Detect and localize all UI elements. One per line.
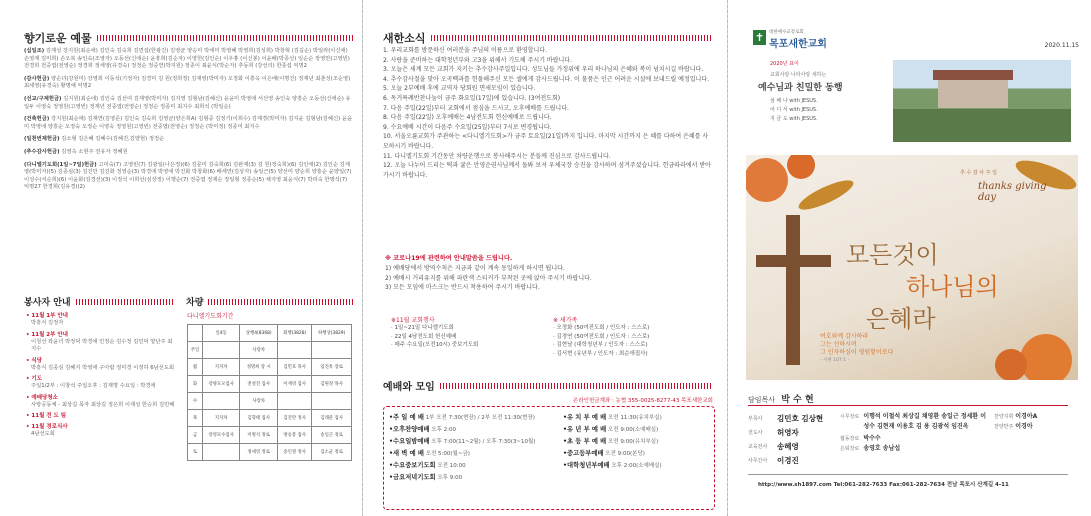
worship-name: •수요중보기도회 [389, 462, 436, 469]
panel-cover [728, 0, 1091, 516]
news-title: 새한소식 [383, 32, 426, 45]
verse-box [820, 333, 960, 365]
church-roof [933, 70, 1013, 80]
motto-lines [770, 97, 878, 124]
events-list [391, 324, 537, 350]
worship-name: •금요저녁기도회 [389, 474, 436, 481]
worship-row [389, 424, 559, 436]
worship-time: 오후 2:00 [431, 427, 457, 433]
footer-info: http://www.sh1897.com Tel:061-282-7633 Fax:061-282-7634 전남 목포시 산계길 4-11 [758, 482, 1009, 488]
verse-ref: - 시편 107:1 - [820, 358, 850, 363]
car-head-cell: 일4동 [203, 325, 240, 342]
church-building [938, 78, 1008, 108]
car-cell [278, 393, 312, 410]
worship-row [563, 424, 713, 436]
car-table-row [188, 376, 352, 393]
offering-names: 강지원(최순애) 김재연(김영준) 김인숙 김숙희 김영균(양은희A) 김형중 김정기(이희수) 김재경(박미자) 김지윤 김형남(김혜신) 윤윤미 박영애 양흥순 오정숙 오정순 이영숙 정영원(고영빈) 전중엽(전영순) 정정순 (박미정) 정종미 최지수 [24, 116, 353, 130]
conductor-label: 찬양지휘 [994, 414, 1014, 420]
news-item: 5. 오늘 2부예배 후에 교역자 당회원 면세모임이 있습니다. [383, 85, 536, 93]
covid-item: 2) 예배시 거리유지를 위해 파란색 스티커가 부착된 곳에 앉아 주시기 바랍니다. [385, 274, 592, 282]
staff-row [748, 454, 848, 468]
offering-label: (건축헌금) [24, 116, 50, 123]
worship-header [383, 378, 713, 393]
worship-name: •수요일밤예배 [389, 438, 430, 445]
car-cell: 사랑차 [240, 342, 278, 359]
bulletin-date: 2020.11.15 [1044, 42, 1079, 49]
news-list [383, 46, 713, 180]
covid-item: 3) 모든 모임에 마스크는 반드시 착용하여 주시기 바랍니다. [385, 284, 540, 292]
thanks-small: 추 수 감 사 주 일 [960, 170, 997, 176]
worship-right [563, 412, 713, 472]
car-cell: 김원정 목사 [312, 376, 352, 393]
car-table-row [188, 427, 352, 444]
car-cell: 이재영 집사 [278, 376, 312, 393]
staff-name: 허영자 [777, 428, 799, 437]
car-head-cell [188, 325, 203, 342]
newcomer-item: · 오정화 (50여전도회 / 인도자 : 스스로) [553, 325, 650, 331]
offering-names: 김지원(최순애) 김인숙 김선여 김재영(박미자) 김지영 김형남(김혜신) 윤윤미 박영애 서선영 송인숙 양흥순 오동선(신애순) 유일두 이영숙 정영원(고영빈) 정재년 전중엽(전영순) 정정순 정종미 최지수 최희석 (박일순) [24, 95, 351, 110]
news-item: 3. 오늘은 세계 모든 교회가 지키는 추수감사주일입니다. 성도님들 가정위에 우리 하나님의 은혜와 복이 넘치시길 바랍니다. [383, 66, 704, 74]
worship-row [563, 448, 713, 460]
offering-label: (추수감사헌금) [24, 148, 60, 155]
offering-label: (감사헌금) [24, 75, 50, 82]
worship-row [563, 460, 713, 472]
offering-entry [24, 96, 354, 111]
offering-label: (선교/구제헌금) [24, 95, 62, 102]
pianist-name: 이경아 [1015, 423, 1033, 430]
car-head-cell: 상행4(8368) [240, 325, 278, 342]
worship-row [389, 460, 559, 472]
worship-time: 오전 9:00(본당) [605, 451, 645, 457]
offerings-header [24, 30, 354, 46]
cross-icon [786, 215, 800, 365]
elders-row [840, 412, 990, 432]
service-list [26, 312, 176, 442]
car-cell: 지지차 [203, 410, 240, 427]
offering-entry [24, 136, 354, 144]
news-item: 6. 독거특례반찬나눔이 금주 화요일(17일)에 있습니다. (3여전도회) [383, 94, 561, 102]
news-item: 8. 다음 주일(22일) 오후예배는 4남전도회 헌신예배로 드립니다. [383, 114, 552, 122]
service-header [24, 295, 174, 308]
service-label: • 11월 전 도 팀 [26, 413, 67, 419]
car-cell: 전성진 집사 [240, 376, 278, 393]
car-table [187, 324, 352, 461]
cross-bar [756, 255, 831, 267]
pianist-label: 찬양반주 [994, 424, 1014, 430]
car-cell: 토 [188, 444, 203, 461]
pastor-rule [748, 405, 1068, 406]
worship-name: •유 치 부 예 배 [563, 414, 607, 421]
church-subtitle: 대한예수교장로회 [769, 30, 804, 35]
header-rule [76, 299, 174, 305]
staff-row [748, 440, 848, 454]
motto-main: 예수님과 친밀한 동행 [758, 83, 843, 93]
header-rule [440, 383, 713, 389]
fold-line [362, 0, 363, 516]
worship-time: 오전 5:00(월~금) [425, 451, 470, 457]
car-cell: 금 [188, 427, 203, 444]
worship-time: 오후 2:00(소예배실) [611, 463, 662, 469]
offerings-list [24, 48, 354, 197]
worship-time: 오전 9:00(소예배실) [607, 427, 659, 433]
car-cell: 송인철 정사 [278, 444, 312, 461]
worship-row [389, 472, 559, 484]
church-logo-icon: ✝ [754, 31, 765, 44]
car-subtitle: 다니엘기도회기간 [187, 313, 234, 320]
elders-names: 이행석 이철석 최상길 채영환 송일근 정세환 이성수 김현재 이용호 김 용 김광석 임진옥 [863, 413, 986, 430]
newcomer-title: ※ 새가족 [553, 317, 578, 324]
main-line1: 모든것이 [846, 241, 939, 269]
event-item: · 매주 수요일(오전10시) 중보기도회 [391, 342, 479, 348]
news-item: 7. 다음 주일(22일)부터 교회에서 점심을 드시고, 오후예배를 드립니다. [383, 104, 569, 112]
offerings-title: 향기로운 예물 [24, 32, 92, 45]
persimmon-icon [995, 349, 1027, 380]
events-title: ※11월 교회행사 [391, 317, 435, 324]
covid-list [385, 264, 715, 293]
retired-names: 박수수 [863, 435, 881, 442]
news-item: 11. 다니엘기도회 기간동안 차량운행으로 봉사해주시는 분들께 진심으로 감사드립니다. [383, 152, 611, 160]
honor-label: 은퇴장로 [840, 446, 860, 452]
staff-role: 사무간사 [748, 458, 768, 464]
car-cell: 강양모모집사 [203, 376, 240, 393]
staff-role: 부목사 [748, 416, 763, 422]
persimmon-icon [1020, 334, 1072, 380]
staff-row [748, 412, 848, 426]
pastor-label: 담임목사 [748, 396, 776, 404]
pastor-line [748, 392, 814, 405]
car-cell: 월 [188, 359, 203, 376]
service-item [26, 375, 176, 391]
car-cell: 김진만 정사 [278, 410, 312, 427]
newcomer-item: · 김현남 (대학청년부 / 인도자 : 스스로) [553, 342, 648, 348]
offering-names: 김재성 강지원(최순애) 김인숙 김숙희 김면섭(한광진) 김영균 양승미 박세미 박영혜 박영희(김성희) 박창혁 (김길순) 박일라(이신애) 손영재 김미희) 손오복 송인숙(조영자) 오동선(신애순) 윤흥희(김순자) 이영헌(김인순) 이우홍 (이신봉) 이윤배(박종선) 임순순 장영만(고영빈) 전경희 전중엽(전영순) 정경희 정세영(유경숙) 정정순 정중연(박지원) 정종이 최윤식(박순자) 추동희 (강선의) 한종섭 익명2 [24, 48, 350, 70]
car-table-row [188, 393, 352, 410]
covid-item: 1) 예배당에서 방역수칙은 지금과 같이 계속 동일하게 하시면 됩니다. [385, 265, 565, 272]
music-block [994, 412, 1079, 432]
motto-line1: 교회사랑 나라사랑 새하는 [770, 72, 827, 78]
service-label: • 예배당청소 [26, 394, 58, 401]
service-text: 박흥식 김종심 김혜지 박영애 구아람 정미경 이정하 6남선도회 [31, 364, 175, 371]
offering-entry [24, 149, 354, 157]
worship-name: •초 등 부 예 배 [563, 438, 607, 445]
car-cell: 송일근 정로 [312, 427, 352, 444]
service-label: • 11월 경로식사 [26, 424, 68, 430]
service-label: • 기도 [26, 376, 43, 382]
church-photo [893, 60, 1071, 142]
service-label: • 식당 [26, 357, 43, 364]
motto-line: 섬 배 나 with JESUS. [770, 98, 818, 104]
car-header [186, 295, 354, 308]
offering-label: (십일조) [24, 48, 45, 54]
panel-offerings [0, 0, 362, 516]
car-cell [203, 393, 240, 410]
car-cell: 주일 [188, 342, 203, 359]
service-text: 주일1/2부 : 이창석 주일오후 : 김재명 수요일 : 박경애 [31, 383, 156, 389]
car-cell [203, 342, 240, 359]
worship-name: •중고등부예배 [563, 450, 604, 457]
honor-names: 송영호 송남섭 [863, 445, 901, 452]
music-conductor [994, 412, 1079, 422]
pastor-name: 박 수 현 [781, 395, 814, 405]
staff-name: 송혜영 [777, 442, 799, 451]
car-table-row [188, 342, 352, 359]
verse-line1: 여호와께 감사하라 [820, 333, 869, 340]
offering-entry [24, 76, 354, 91]
verse-line3: 그 인자하심이 영원함이로다 [820, 349, 894, 356]
leaf-icon [795, 175, 856, 215]
service-item [26, 394, 176, 410]
car-cell: 지지차 [203, 359, 240, 376]
worship-time: 오후 9:00 [437, 475, 463, 481]
staff-name: 김민호 김상현 [777, 414, 824, 423]
service-item [26, 412, 176, 420]
cover-image [746, 155, 1078, 380]
car-title: 차량 [186, 298, 204, 308]
staff-list [748, 412, 848, 468]
panel-news [363, 0, 727, 516]
car-cell: 임진옥 장로 [312, 359, 352, 376]
service-text: 이청선 곽윤녀 박정덕 박경애 민정순 김수정 김민덕 양난주 최지수 [31, 338, 173, 352]
motto-box [758, 60, 878, 124]
service-title: 봉사자 안내 [24, 298, 71, 308]
car-cell: 수 [188, 393, 203, 410]
worship-name: •유 년 부 예 배 [563, 426, 607, 433]
news-item: 1. 우리교회를 방문하신 여러분을 주님의 이름으로 환영합니다. [383, 47, 547, 54]
offering-names: 양순녀(강원미) 강영희 이동석(기정자) 김경미 김 원(정희정) 김재영(박미자) 오정화 이흥옥 이은배(이명진) 정재년 최춘성(조순영) 최세영(유경숙) 황명예 익명2 [24, 75, 351, 90]
staff-role: 교육전사 [748, 444, 768, 450]
worship-name: •대학청년부예배 [563, 462, 610, 469]
persimmon-icon [746, 158, 788, 202]
thanks-big: thanks giving day [978, 181, 1047, 203]
offering-names: 고미숙(7) 고영빈(7) 김광일(나은정)(6) 김문미 김숙희(6) 김완재(3) 김 원(정숙희)(6) 김인애(2) 김인순 김재영(박미자)(5) 김종심(3) 김진만 김진화 정영순(3) 박경애 박영애 박진화 박창화(6) 배세연(김상자) 송일근(5) 양선미 양순희 양흥순 윤양일(7) 이성수(서순희)(6) 이윤화(김경선)(3) 이정석 이희선(심상정) 이행순(7) 전중엽 정재순 장일형 정종순(5) 채지영 최윤식(7) 박리숙 한명석(7) 익명27 한경희(김유경)(2) [24, 161, 352, 191]
car-cell: 강영모수집사 [203, 427, 240, 444]
service-item [26, 357, 176, 373]
church-name: 목포새한교회 [769, 39, 827, 50]
car-cell: 김형태 집사 [240, 410, 278, 427]
newcomer-list [553, 324, 713, 358]
car-head-cell: 하행상(3829) [312, 325, 352, 342]
worship-name: •주 일 예 배 [389, 414, 424, 421]
car-cell [278, 342, 312, 359]
worship-row [563, 436, 713, 448]
car-head-cell: 회행(3828) [278, 325, 312, 342]
main-line2: 하나님의 [906, 273, 999, 301]
worship-time: 1부 오전 7:30(현장) / 2부 오전 11:30(현장) [425, 415, 535, 421]
persimmon-icon [787, 155, 815, 179]
online-account: 온라인헌금계좌 : 농협 355-0025-8277-43 목포새한교회 [573, 398, 713, 404]
verse-line2: 그는 선하시며 [820, 341, 857, 348]
staff-row [748, 426, 848, 440]
car-cell [312, 342, 352, 359]
motto-line: 어 디 서 with JESUS. [770, 107, 818, 113]
worship-row [389, 412, 559, 424]
service-item [26, 331, 176, 354]
car-cell: 사랑차 [240, 393, 278, 410]
news-item: 2. 사랑을 준비하는 대학청년부와 고3을 위해서 기도해 주시기 바랍니다. [383, 56, 572, 64]
honor-row [840, 444, 990, 454]
car-cell: 화 [188, 376, 203, 393]
motto-year: 2020년 표어 [770, 61, 799, 67]
event-box [391, 315, 537, 350]
worship-row [563, 412, 713, 424]
car-cell: 김래분 집사 [312, 410, 352, 427]
main-line3: 은혜라 [866, 305, 936, 333]
newcomer-box [553, 315, 713, 358]
car-cell [203, 444, 240, 461]
offering-names: 김소형 김은혜 김혜수(김혜진,김양현) 정정순 [61, 136, 165, 143]
car-cell: 정세영 정로 [240, 444, 278, 461]
service-item [26, 312, 176, 328]
car-table-row [188, 359, 352, 376]
offering-entry [24, 48, 354, 71]
news-header [383, 30, 713, 46]
worship-row [389, 448, 559, 460]
service-item [26, 423, 176, 439]
offering-names: 김영옥 소현주 전유자 정혜원 [61, 148, 128, 155]
service-text: 4남선도회 [31, 431, 55, 437]
service-text: 사랑공동체 - 최상길 목자 최상길 정은희 이재성 한승희 김민혜 [31, 401, 175, 408]
staff-name: 이경진 [777, 456, 799, 465]
event-item: · 1일~21일 다니엘기도회 [391, 325, 454, 331]
offering-entry [24, 162, 354, 192]
worship-time: 오전 11:30(유치부실) [607, 415, 662, 421]
fold-line [727, 0, 728, 516]
car-cell: 김민호 목사 [278, 359, 312, 376]
header-rule [431, 35, 713, 41]
service-label: • 11월 1부 안내 [26, 313, 68, 319]
retired-row [840, 434, 990, 444]
news-item: 10. 서울오륜교회가 주관하는 <다니엘기도회>가 금주 토요일(21일)까지 입니다. 마지막 시간까지 은 혜를 다하여 은혜를 사모하시기 바랍니다. [383, 133, 709, 150]
worship-time: 오전 9:00(유치부실) [607, 439, 659, 445]
event-item: · 22일 4남전도회 헌신예배 [391, 333, 457, 340]
worship-name: •새 벽 예 배 [389, 450, 424, 457]
car-cell: 이병석 정로 [240, 427, 278, 444]
music-pianist [994, 422, 1079, 432]
service-text: 박흥식 김정자 [31, 320, 64, 326]
worship-title: 예배와 모임 [383, 382, 435, 393]
worship-time: 오후 7:00(11~2월) / 오후 7:30(3~10월) [431, 439, 536, 445]
elders-label: 시무장로 [840, 414, 860, 420]
worship-time: 오전 10:00 [437, 463, 466, 469]
offering-label: (일천번제헌금) [24, 136, 60, 143]
elders-block [840, 412, 990, 454]
car-cell: 김소균 정로 [312, 444, 352, 461]
service-label: • 11월 2부 안내 [26, 331, 68, 338]
car-table-row [188, 410, 352, 427]
worship-left [389, 412, 559, 484]
worship-row [389, 436, 559, 448]
staff-role: 전도사 [748, 430, 763, 436]
car-cell: 목 [188, 410, 203, 427]
worship-name: •오후찬양예배 [389, 426, 430, 433]
car-cell: 방승봉 집사 [278, 427, 312, 444]
retired-label: 협동장로 [840, 436, 860, 442]
newcomer-item: · 김서현 (유년부 / 인도자 : 최순애집사) [553, 350, 648, 357]
news-item: 4. 추수감사절을 맞아 오곡백과를 헌물해주신 모든 셀에게 감사드립니다. 이 물품은 인근 어려운 시설에 보내드릴 예정입니다. [383, 75, 710, 83]
footer-rule [748, 474, 1068, 475]
car-table-row [188, 444, 352, 461]
news-item: 9. 수요예배 시간이 다음주 수요일(25일)부터 7시로 변경됩니다. [383, 123, 552, 131]
news-item: 12. 오늘 나누어 드리는 떡과 귤은 안영순권사님께서 돌봐 보셔 우체국장 승진을 감사하며 섬겨주셨습니다. 헌금따라에서 받아 가시기 바랍니다. [383, 162, 711, 179]
car-table-head [188, 325, 352, 342]
header-rule [208, 299, 354, 305]
offering-label: (다니엘기도회(1일~7일)헌금) [24, 161, 97, 168]
newcomer-item: · 김경연 (50여전도회 / 인도자 : 스스로) [553, 333, 650, 340]
conductor-name: 이경아A [1015, 413, 1038, 420]
header-rule [97, 35, 354, 41]
offering-entry [24, 116, 354, 131]
motto-line: 지 금 도 with JESUS. [770, 116, 818, 122]
car-cell [312, 393, 352, 410]
car-cell: 정명희 장 시 [240, 359, 278, 376]
covid-title: ※ 코로나19에 관련하여 안내말씀을 드립니다. [385, 255, 513, 262]
